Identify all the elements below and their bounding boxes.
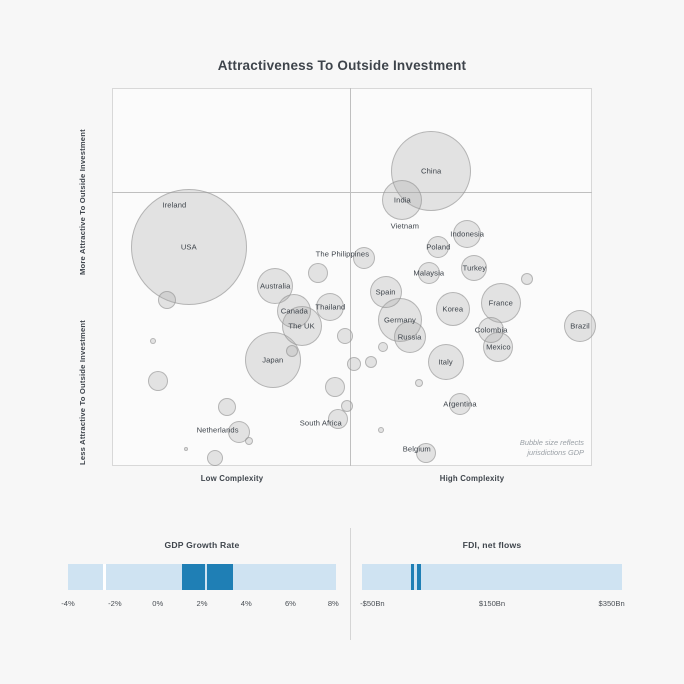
legend-gdp-title: GDP Growth Rate <box>164 540 240 550</box>
bubble-label: Poland <box>426 242 451 252</box>
bubble-label: India <box>393 195 411 204</box>
bubble[interactable] <box>308 263 328 283</box>
bubble-label: China <box>421 166 442 176</box>
bubble[interactable] <box>207 450 223 466</box>
bubble[interactable] <box>415 379 423 387</box>
legend-gdp-growth-rate <box>61 540 339 617</box>
legend-segment[interactable] <box>103 564 106 590</box>
legend-fdi-slider[interactable] <box>362 564 622 590</box>
bubble-label: Russia <box>397 332 422 342</box>
bubble-label: Belgium <box>402 444 431 454</box>
y-axis-label-top: More Attractive To Outside Investment <box>78 129 87 275</box>
legend-tick-label: 8% <box>327 599 339 608</box>
legend-tick-label: $350Bn <box>598 599 625 608</box>
bubble-label: Spain <box>375 287 396 297</box>
bubble-label: Mexico <box>486 342 511 352</box>
legend-tick-label: 2% <box>196 599 208 608</box>
bubble[interactable] <box>184 447 188 451</box>
page-title: Attractiveness To Outside Investment <box>217 58 467 73</box>
bubble-label: Canada <box>280 306 308 316</box>
legend-tick-label: -2% <box>108 599 122 608</box>
legend-fdi-title: FDI, net flows <box>462 540 522 550</box>
bubble[interactable] <box>148 371 168 391</box>
legend-tick-label: $150Bn <box>478 599 506 608</box>
bubble-label: Ireland <box>162 200 187 210</box>
bubble[interactable] <box>150 338 156 344</box>
bubble[interactable] <box>325 377 345 397</box>
bubble-size-note <box>520 438 584 458</box>
bubble[interactable] <box>365 356 377 368</box>
note-line-1: Bubble size reflects <box>519 438 584 448</box>
bubble-label: Japan <box>262 355 284 365</box>
bubble-label: Italy <box>438 357 453 367</box>
bubble[interactable] <box>158 291 176 309</box>
x-axis-label-right: High Complexity <box>439 474 505 483</box>
bubble-label: Netherlands <box>196 425 239 435</box>
legend-tick-label: 6% <box>284 599 296 608</box>
legend-panel <box>0 520 684 640</box>
legend-tick-label: -$50Bn <box>360 599 385 608</box>
y-axis-label-bottom: Less Attractive To Outside Investment <box>78 320 87 465</box>
legend-gdp-slider[interactable] <box>68 564 336 590</box>
bubble[interactable] <box>347 357 361 371</box>
bubble-label: The UK <box>288 321 315 331</box>
bubble-label: Colombia <box>474 325 508 335</box>
bubble-label: Malaysia <box>413 268 445 278</box>
legend-tick-label: -4% <box>61 599 75 608</box>
bubble-label: The Philippines <box>315 249 370 259</box>
bubble-label: Brazil <box>570 321 590 331</box>
bubble[interactable] <box>245 437 253 445</box>
bubble-label: Germany <box>384 315 416 325</box>
x-axis-label-left: Low Complexity <box>200 474 264 483</box>
bubble-label: Thailand <box>315 302 346 312</box>
bubble[interactable] <box>378 342 388 352</box>
legend-segment[interactable] <box>182 564 205 590</box>
bubble[interactable] <box>521 273 533 285</box>
bubble-label: USA <box>180 242 197 252</box>
legend-tick-label: 4% <box>240 599 252 608</box>
bubble-label: Indonesia <box>450 229 485 239</box>
legend-fdi-net-flows <box>360 540 625 617</box>
legend-gdp-ticks <box>61 599 339 617</box>
bubble-label: Korea <box>442 304 464 314</box>
legend-fdi-ticks <box>360 599 625 617</box>
bubble-label: France <box>488 298 513 308</box>
legend-divider <box>350 528 351 640</box>
bubble[interactable] <box>337 328 353 344</box>
legend-segment[interactable] <box>411 564 414 590</box>
note-line-2: jurisdictions GDP <box>527 448 584 458</box>
bubble[interactable] <box>341 400 353 412</box>
bubble-chart <box>112 88 592 466</box>
bubble-label: Turkey <box>462 263 487 273</box>
legend-segment[interactable] <box>207 564 232 590</box>
legend-segment[interactable] <box>417 564 421 590</box>
bubble[interactable] <box>218 398 236 416</box>
bubble-label: Vietnam <box>390 221 420 231</box>
bubble-label: Australia <box>259 281 291 291</box>
bubble[interactable] <box>286 345 298 357</box>
legend-tick-label: 0% <box>152 599 164 608</box>
bubble-label: South Africa <box>299 418 342 428</box>
bubble[interactable] <box>378 427 384 433</box>
bubble-label: Argentina <box>443 399 477 409</box>
plot-area <box>112 88 592 466</box>
